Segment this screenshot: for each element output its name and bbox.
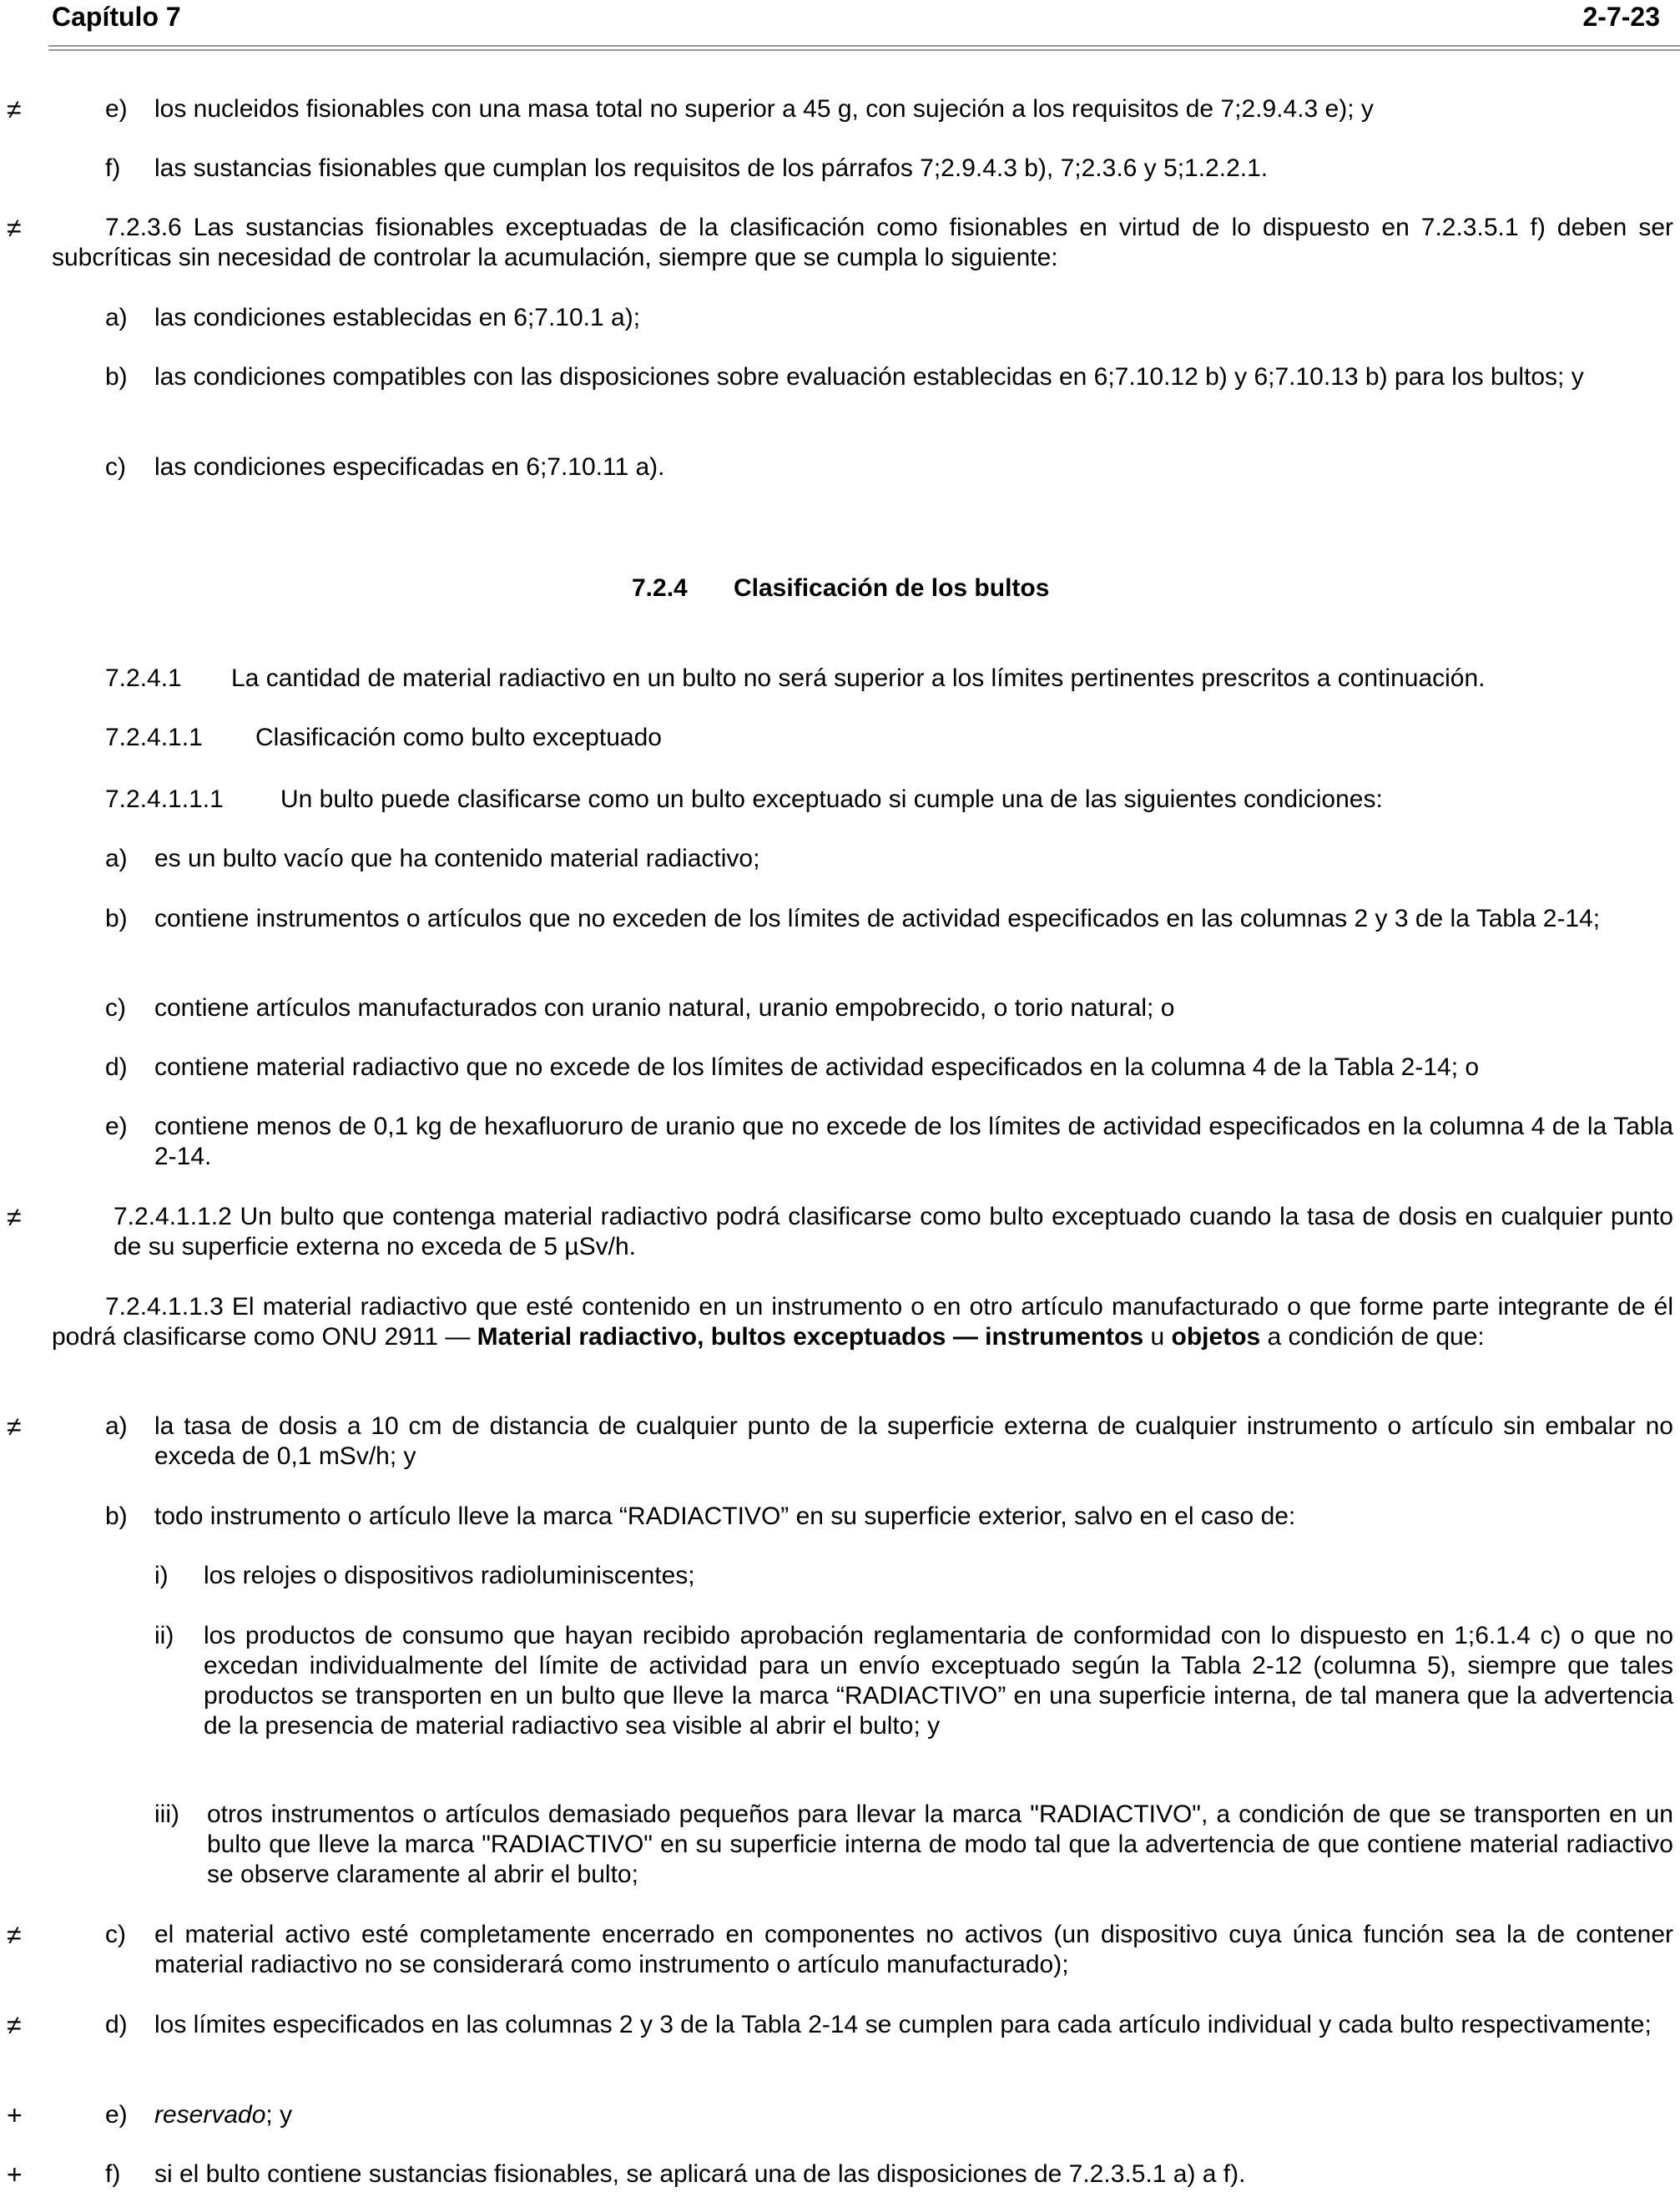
section-title: Clasificación de los bultos bbox=[734, 574, 1050, 602]
paragraph-7-2-4-1-1-3: 7.2.4.1.1.3 El material radiactivo que esté contenido en un instrumento o en otro artículo manufacturado o que forme parte integrante de él podrá clasificarse como ONU 2911 — Material radiactivo, bultos exceptuados — instrumentos u objetos a condición de que: bbox=[52, 1293, 1673, 1351]
subitem-text: otros instrumentos o artículos demasiado pequeños para llevar la marca "RADIACTIVO", a condición de que se transporten en un bulto que lleve la marca "RADIACTIVO" en su superficie interna de modo tal que la advertencia de que contiene material radiactivo se observe claramente al abrir el bulto; bbox=[207, 1801, 1673, 1888]
change-mark: ≠ bbox=[7, 1412, 22, 1442]
item-label: b) bbox=[105, 1503, 128, 1530]
paragraph-text: Clasificación como bulto exceptuado bbox=[255, 724, 662, 751]
subitem-label: iii) bbox=[154, 1801, 179, 1828]
item-label: a) bbox=[105, 304, 128, 331]
item-label: b) bbox=[105, 905, 128, 932]
item-text: los nucleidos fisionables con una masa total no superior a 45 g, con sujeción a los requisitos de 7;2.9.4.3 e); y bbox=[154, 95, 1374, 123]
item-label: f) bbox=[105, 154, 121, 182]
item-label: a) bbox=[105, 845, 128, 872]
item-text: las condiciones establecidas en 6;7.10.1 a); bbox=[154, 304, 641, 331]
added-mark: + bbox=[7, 2159, 23, 2189]
item-text: todo instrumento o artículo lleve la marca “RADIACTIVO” en su superficie exterior, salvo en el caso de: bbox=[154, 1503, 1296, 1530]
item-text: reservado; y bbox=[154, 2101, 293, 2129]
subitem-text: los productos de consumo que hayan recibido aprobación reglamentaria de conformidad con lo dispuesto en 1;6.1.4 c) o que no excedan individualmente del límite de actividad para un envío exceptuado según la Tabla 2-12 (columna 5), siempre que tales productos se transporten en un bulto que lleve la marca “RADIACTIVO” en una superficie interna, de tal manera que la advertencia de la presencia de material radiactivo sea visible al abrir el bulto; y bbox=[204, 1622, 1673, 1740]
added-mark: + bbox=[7, 2100, 23, 2130]
item-label: d) bbox=[105, 1053, 128, 1081]
change-mark: ≠ bbox=[7, 213, 22, 243]
chapter-title: Capítulo 7 bbox=[52, 2, 181, 32]
item-text: las condiciones especificadas en 6;7.10.11 a). bbox=[154, 453, 665, 481]
subitem-text: los relojes o dispositivos radioluminiscentes; bbox=[204, 1562, 695, 1589]
paragraph-text: Un bulto puede clasificarse como un bulto exceptuado si cumple una de las siguientes condiciones: bbox=[280, 785, 1383, 813]
change-mark: ≠ bbox=[7, 2010, 22, 2040]
item-text: contiene artículos manufacturados con uranio natural, uranio empobrecido, o torio natural; o bbox=[154, 994, 1175, 1022]
paragraph-number: 7.2.4.1 bbox=[105, 664, 182, 692]
item-label: b) bbox=[105, 363, 128, 391]
change-mark: ≠ bbox=[7, 1920, 22, 1950]
paragraph-7-2-4-1-1-2: 7.2.4.1.1.2 Un bulto que contenga material radiactivo podrá clasificarse como bulto exceptuado cuando la tasa de dosis en cualquier punto de su superficie externa no exceda de 5 µSv/h. bbox=[114, 1203, 1673, 1260]
subitem-label: ii) bbox=[154, 1622, 174, 1649]
section-number: 7.2.4 bbox=[632, 574, 688, 602]
item-text: contiene menos de 0,1 kg de hexafluoruro de uranio que no excede de los límites de actividad especificados en la columna 4 de la Tabla 2-14. bbox=[154, 1113, 1673, 1170]
paragraph-text: La cantidad de material radiactivo en un bulto no será superior a los límites pertinentes prescritos a continuación. bbox=[231, 664, 1486, 692]
subitem-label: i) bbox=[154, 1562, 169, 1589]
item-label: f) bbox=[105, 2160, 121, 2188]
item-text: es un bulto vacío que ha contenido material radiactivo; bbox=[154, 845, 760, 872]
change-mark: ≠ bbox=[7, 1202, 22, 1232]
page-number: 2-7-23 bbox=[1582, 2, 1660, 32]
paragraph-number: 7.2.4.1.1.1 bbox=[105, 785, 224, 813]
change-mark: ≠ bbox=[7, 94, 22, 124]
item-label: c) bbox=[105, 1921, 126, 1948]
paragraph-number: 7.2.4.1.1 bbox=[105, 724, 203, 751]
item-label: e) bbox=[105, 2101, 128, 2129]
item-text: la tasa de dosis a 10 cm de distancia de cualquier punto de la superficie externa de cualquier instrumento o artículo sin embalar no exceda de 0,1 mSv/h; y bbox=[154, 1412, 1673, 1470]
item-label: e) bbox=[105, 1113, 128, 1140]
header-rule bbox=[48, 45, 1680, 51]
item-text: los límites especificados en las columnas 2 y 3 de la Tabla 2-14 se cumplen para cada artículo individual y cada bulto respectivamente; bbox=[154, 2011, 1652, 2038]
paragraph-7-2-3-6: 7.2.3.6 Las sustancias fisionables exceptuadas de la clasificación como fisionables en virtud de lo dispuesto en 7.2.3.5.1 f) deben ser subcríticas sin necesidad de controlar la acumulación, siempre que se cumpla lo siguiente: bbox=[52, 214, 1673, 271]
item-label: c) bbox=[105, 994, 126, 1022]
item-text: las condiciones compatibles con las disposiciones sobre evaluación establecidas en 6;7.10.12 b) y 6;7.10.13 b) para los bultos; y bbox=[154, 363, 1584, 391]
item-text: contiene instrumentos o artículos que no exceden de los límites de actividad especificados en las columnas 2 y 3 de la Tabla 2-14; bbox=[154, 905, 1601, 932]
item-text: el material activo esté completamente encerrado en componentes no activos (un dispositivo cuya única función sea la de contener material radiactivo no se considerará como instrumento o artículo manufacturado); bbox=[154, 1921, 1673, 1978]
item-label: d) bbox=[105, 2011, 128, 2038]
item-text: las sustancias fisionables que cumplan los requisitos de los párrafos 7;2.9.4.3 b), 7;2.3.6 y 5;1.2.2.1. bbox=[154, 154, 1269, 182]
item-text: contiene material radiactivo que no excede de los límites de actividad especificados en la columna 4 de la Tabla 2-14; o bbox=[154, 1053, 1480, 1081]
item-text: si el bulto contiene sustancias fisionables, se aplicará una de las disposiciones de 7.2.3.5.1 a) a f). bbox=[154, 2160, 1246, 2188]
item-label: c) bbox=[105, 453, 126, 481]
item-label: a) bbox=[105, 1412, 128, 1440]
item-label: e) bbox=[105, 95, 128, 123]
